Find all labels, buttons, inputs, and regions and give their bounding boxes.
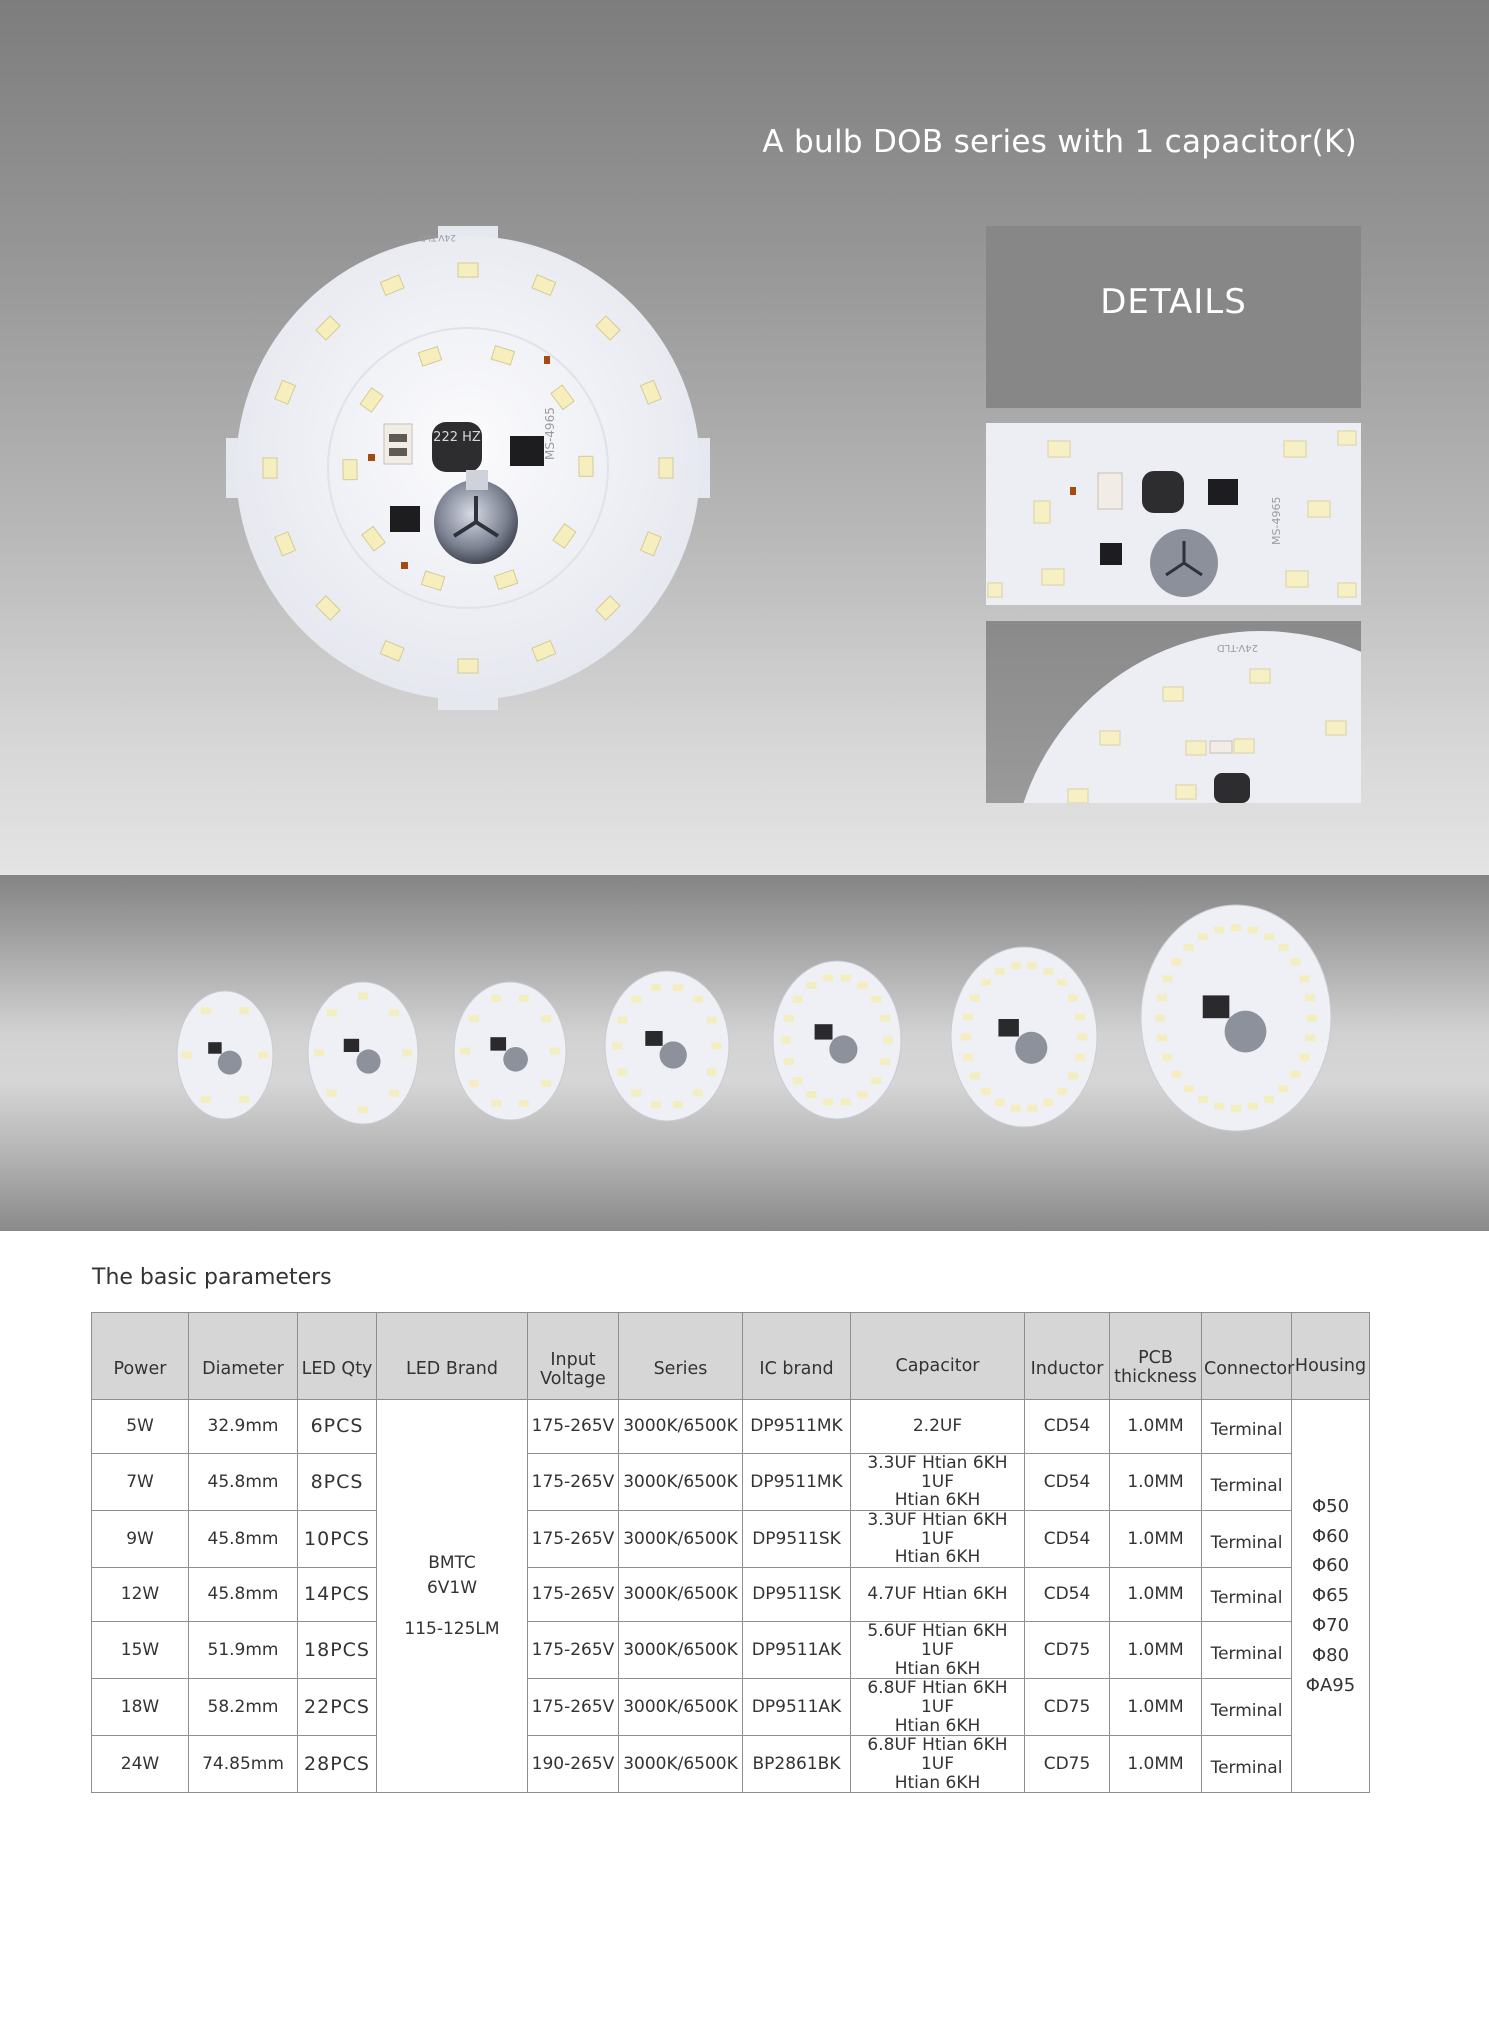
cell-ic-brand: DP9511SK [743, 1511, 851, 1568]
led-chip [1214, 926, 1224, 933]
led-chip [389, 1009, 399, 1016]
led-chip [1278, 944, 1288, 951]
led-chip [1305, 1035, 1315, 1042]
led-chip [1184, 944, 1194, 951]
cell-capacitor: 6.8UF Htian 6KH 1UF Htian 6KH [851, 1679, 1025, 1736]
led-chip [358, 993, 368, 1000]
cell-pcb-thickness: 1.0MM [1110, 1400, 1202, 1454]
cell-input-voltage: 175-265V [528, 1454, 619, 1511]
led-chip [1027, 1105, 1037, 1112]
led-chip [1075, 1013, 1085, 1020]
product-range-boards [0, 875, 1489, 1231]
led-chip [1172, 958, 1182, 965]
led-chip [1172, 1071, 1182, 1078]
cell-power: 24W [92, 1736, 189, 1793]
table-row [92, 1511, 1370, 1568]
led-chip [651, 1101, 661, 1108]
capacitor-component [503, 1047, 528, 1072]
cell-input-voltage: 175-265V [528, 1511, 619, 1568]
led-chip [327, 1009, 337, 1016]
table-row [92, 1679, 1370, 1736]
section-title: The basic parameters [92, 1265, 332, 1290]
led-chip [1057, 1088, 1067, 1095]
header-capacitor: Capacitor [851, 1313, 1025, 1400]
led-chip [201, 1096, 211, 1103]
led-chip [1198, 933, 1208, 940]
board-model-mark: MS-4965 [543, 407, 557, 460]
led-chip [841, 974, 851, 981]
led-chip [491, 1100, 501, 1107]
detail-board-model-mark: MS-4965 [1270, 496, 1283, 545]
led-chip [981, 979, 991, 986]
led-chip [239, 1096, 249, 1103]
led-chip [1300, 975, 1310, 982]
header-led-qty: LED Qty [298, 1313, 377, 1400]
cell-series: 3000K/6500K [619, 1622, 743, 1679]
led-chip [541, 1015, 551, 1022]
led-chip [673, 984, 683, 991]
cell-series: 3000K/6500K [619, 1454, 743, 1511]
cell-series: 3000K/6500K [619, 1679, 743, 1736]
table-row [92, 1568, 1370, 1622]
cell-power: 12W [92, 1568, 189, 1622]
led-chip [1305, 994, 1315, 1001]
hero-title: A bulb DOB series with 1 capacitor(K) [762, 124, 1357, 160]
ic-component [208, 1042, 221, 1054]
cell-connector: Terminal [1202, 1400, 1292, 1454]
led-chip [858, 1091, 868, 1098]
cell-led-qty: 6PCS [298, 1400, 377, 1454]
cell-pcb-thickness: 1.0MM [1110, 1511, 1202, 1568]
cell-housing: Φ50 Φ60 Φ60 Φ65 Φ70 Φ80 ΦA95 [1292, 1400, 1370, 1793]
cell-ic-brand: DP9511SK [743, 1568, 851, 1622]
led-chip [1264, 933, 1274, 940]
led-chip [1057, 979, 1067, 986]
led-chip [458, 659, 478, 673]
cell-power: 5W [92, 1400, 189, 1454]
cell-input-voltage: 190-265V [528, 1736, 619, 1793]
led-chip [182, 1052, 192, 1059]
header-series: Series [619, 1313, 743, 1400]
cell-diameter: 32.9mm [189, 1400, 298, 1454]
cell-led-qty: 14PCS [298, 1568, 377, 1622]
led-chip [1290, 1071, 1300, 1078]
led-chip [1231, 924, 1241, 931]
cell-capacitor: 3.3UF Htian 6KH 1UF Htian 6KH [851, 1511, 1025, 1568]
led-chip [239, 1007, 249, 1014]
header-input-voltage: Input Voltage [528, 1313, 619, 1400]
detail-photo-components [986, 423, 1361, 605]
cell-inductor: CD75 [1025, 1679, 1110, 1736]
cell-inductor: CD54 [1025, 1400, 1110, 1454]
led-chip [880, 1015, 890, 1022]
led-chip [806, 982, 816, 989]
capacitor-component [218, 1051, 242, 1075]
cell-power: 7W [92, 1454, 189, 1511]
led-chip [659, 458, 673, 478]
led-chip [871, 996, 881, 1003]
cell-capacitor: 2.2UF [851, 1400, 1025, 1454]
header-ic-brand: IC brand [743, 1313, 851, 1400]
cell-input-voltage: 175-265V [528, 1622, 619, 1679]
led-chip [707, 1017, 717, 1024]
cell-diameter: 74.85mm [189, 1736, 298, 1793]
cell-series: 3000K/6500K [619, 1736, 743, 1793]
led-chip [1184, 1085, 1194, 1092]
led-chip [793, 1077, 803, 1084]
led-chip [1027, 962, 1037, 969]
led-chip [1068, 995, 1078, 1002]
led-chip [1248, 1103, 1258, 1110]
led-chip [970, 1072, 980, 1079]
cell-capacitor: 4.7UF Htian 6KH [851, 1568, 1025, 1622]
led-chip [1155, 1015, 1165, 1022]
led-chip [806, 1091, 816, 1098]
led-chip [1214, 1103, 1224, 1110]
led-chip [963, 1054, 973, 1061]
header-led-brand: LED Brand [377, 1313, 528, 1400]
led-chip [1163, 975, 1173, 982]
led-chip [519, 1100, 529, 1107]
led-chip [1077, 1034, 1087, 1041]
led-chip [460, 1048, 470, 1055]
cell-input-voltage: 175-265V [528, 1568, 619, 1622]
led-chip [469, 1015, 479, 1022]
cell-ic-brand: DP9511AK [743, 1679, 851, 1736]
led-chip [1264, 1096, 1274, 1103]
product-range-strip [0, 875, 1489, 1231]
led-board-main-image [226, 226, 710, 710]
ic-component [344, 1039, 359, 1052]
ic-component [645, 1031, 662, 1046]
led-chip [858, 982, 868, 989]
cell-pcb-thickness: 1.0MM [1110, 1622, 1202, 1679]
cell-input-voltage: 175-265V [528, 1400, 619, 1454]
ic-component [998, 1019, 1018, 1037]
header-power: Power [92, 1313, 189, 1400]
cell-connector: Terminal [1202, 1454, 1292, 1511]
led-chip [458, 263, 478, 277]
ic-component [815, 1024, 833, 1039]
cell-input-voltage: 175-265V [528, 1679, 619, 1736]
led-chip [617, 1017, 627, 1024]
led-chip [1163, 1054, 1173, 1061]
led-chip [1290, 958, 1300, 965]
cell-power: 9W [92, 1511, 189, 1568]
capacitor-component [1015, 1032, 1047, 1064]
cell-series: 3000K/6500K [619, 1511, 743, 1568]
led-chip [631, 996, 641, 1003]
led-chip [631, 1089, 641, 1096]
led-chip [1307, 1015, 1317, 1022]
led-chip [673, 1101, 683, 1108]
capacitor-component [356, 1049, 380, 1073]
led-chip [784, 1058, 794, 1065]
cell-capacitor: 3.3UF Htian 6KH 1UF Htian 6KH [851, 1454, 1025, 1511]
header-housing: Housing [1292, 1313, 1370, 1400]
cell-capacitor: 6.8UF Htian 6KH 1UF Htian 6KH [851, 1736, 1025, 1793]
table-row [92, 1454, 1370, 1511]
board-edge-mark: 24V-TLD [419, 232, 456, 242]
header-pcb-thickness: PCB thickness [1110, 1313, 1202, 1400]
cell-diameter: 51.9mm [189, 1622, 298, 1679]
cell-inductor: CD54 [1025, 1511, 1110, 1568]
led-chip [995, 968, 1005, 975]
led-chip [612, 1043, 622, 1050]
cell-inductor: CD54 [1025, 1454, 1110, 1511]
capacitor-component [660, 1041, 687, 1068]
capacitor-component [1225, 1011, 1267, 1053]
led-chip [519, 995, 529, 1002]
led-chip [1300, 1054, 1310, 1061]
cell-led-qty: 18PCS [298, 1622, 377, 1679]
cell-power: 18W [92, 1679, 189, 1736]
hero-banner [0, 0, 1489, 875]
details-label: DETAILS [1100, 282, 1247, 322]
cell-inductor: CD75 [1025, 1736, 1110, 1793]
cell-connector: Terminal [1202, 1568, 1292, 1622]
led-chip [883, 1037, 893, 1044]
ic-component [490, 1037, 506, 1050]
led-chip [617, 1069, 627, 1076]
cell-diameter: 45.8mm [189, 1568, 298, 1622]
led-chip [1198, 1096, 1208, 1103]
cell-diameter: 45.8mm [189, 1511, 298, 1568]
led-chip [961, 1034, 971, 1041]
led-chip [712, 1043, 722, 1050]
led-chip [469, 1080, 479, 1087]
led-chip [550, 1048, 560, 1055]
led-chip [963, 1013, 973, 1020]
parameters-table [91, 1312, 1370, 1793]
ic-component [1203, 995, 1230, 1018]
cell-diameter: 58.2mm [189, 1679, 298, 1736]
led-chip [1248, 926, 1258, 933]
cell-pcb-thickness: 1.0MM [1110, 1454, 1202, 1511]
led-chip [402, 1050, 412, 1057]
led-chip [314, 1050, 324, 1057]
led-chip [1011, 962, 1021, 969]
led-chip [1043, 1099, 1053, 1106]
cell-inductor: CD54 [1025, 1568, 1110, 1622]
table-header-row [92, 1313, 1370, 1400]
cell-ic-brand: DP9511MK [743, 1400, 851, 1454]
cell-capacitor: 5.6UF Htian 6KH 1UF Htian 6KH [851, 1622, 1025, 1679]
led-chip [1231, 1105, 1241, 1112]
cell-diameter: 45.8mm [189, 1454, 298, 1511]
led-chip [1157, 994, 1167, 1001]
cell-led-qty: 28PCS [298, 1736, 377, 1793]
cell-connector: Terminal [1202, 1511, 1292, 1568]
led-chip [693, 996, 703, 1003]
led-chip [781, 1037, 791, 1044]
led-chip [651, 984, 661, 991]
cell-inductor: CD75 [1025, 1622, 1110, 1679]
led-chip [970, 995, 980, 1002]
led-chip [389, 1090, 399, 1097]
led-chip [358, 1106, 368, 1113]
led-chip [541, 1080, 551, 1087]
led-chip [880, 1058, 890, 1065]
cell-series: 3000K/6500K [619, 1400, 743, 1454]
led-chip [1157, 1035, 1167, 1042]
led-chip [201, 1007, 211, 1014]
led-chip [1278, 1085, 1288, 1092]
header-connector: Connector [1202, 1313, 1292, 1400]
cell-led-qty: 10PCS [298, 1511, 377, 1568]
led-chip [981, 1088, 991, 1095]
inductor-mark: 222 HZ [433, 430, 481, 445]
led-chip [841, 1099, 851, 1106]
led-chip [793, 996, 803, 1003]
led-chip [693, 1089, 703, 1096]
led-chip [1011, 1105, 1021, 1112]
led-chip [823, 974, 833, 981]
cell-series: 3000K/6500K [619, 1568, 743, 1622]
led-chip [263, 458, 277, 478]
cell-power: 15W [92, 1622, 189, 1679]
led-chip [1043, 968, 1053, 975]
led-chip [784, 1015, 794, 1022]
led-chip [343, 460, 357, 480]
detail-photo-board-edge [986, 621, 1361, 803]
cell-connector: Terminal [1202, 1736, 1292, 1793]
cell-led-qty: 8PCS [298, 1454, 377, 1511]
cell-connector: Terminal [1202, 1622, 1292, 1679]
cell-ic-brand: BP2861BK [743, 1736, 851, 1793]
header-inductor: Inductor [1025, 1313, 1110, 1400]
led-chip [871, 1077, 881, 1084]
header-diameter: Diameter [189, 1313, 298, 1400]
led-chip [579, 456, 593, 476]
cell-pcb-thickness: 1.0MM [1110, 1679, 1202, 1736]
cell-ic-brand: DP9511AK [743, 1622, 851, 1679]
led-chip [327, 1090, 337, 1097]
led-chip [707, 1069, 717, 1076]
led-chip [823, 1099, 833, 1106]
led-chip [995, 1099, 1005, 1106]
cell-connector: Terminal [1202, 1679, 1292, 1736]
led-chip [1075, 1054, 1085, 1061]
table-row [92, 1736, 1370, 1793]
capacitor-component [829, 1035, 857, 1063]
led-chip [491, 995, 501, 1002]
cell-ic-brand: DP9511MK [743, 1454, 851, 1511]
led-chip [1068, 1072, 1078, 1079]
table-row [92, 1400, 1370, 1454]
detail-board-edge-mark: 24V-TLD [1216, 642, 1258, 653]
cell-led-brand: BMTC 6V1W 115-125LM [377, 1400, 528, 1793]
details-panel [986, 226, 1361, 408]
table-row [92, 1622, 1370, 1679]
led-chip [258, 1052, 268, 1059]
cell-led-qty: 22PCS [298, 1679, 377, 1736]
cell-pcb-thickness: 1.0MM [1110, 1568, 1202, 1622]
cell-pcb-thickness: 1.0MM [1110, 1736, 1202, 1793]
